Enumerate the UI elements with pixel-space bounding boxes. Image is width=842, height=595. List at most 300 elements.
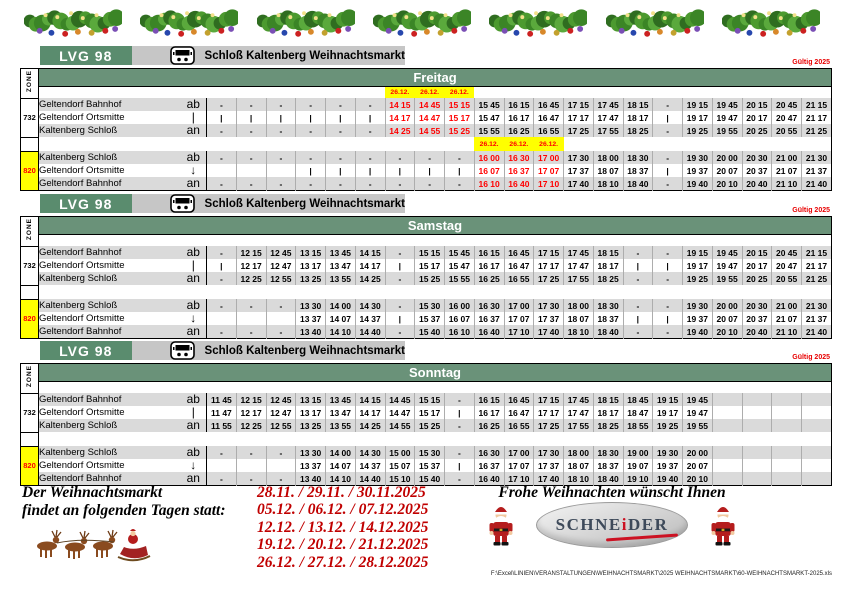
time-cell: 20 15 xyxy=(742,98,772,111)
time-cell xyxy=(207,312,237,325)
time-cell: 15 30 xyxy=(415,446,445,459)
garland-icon xyxy=(606,8,704,38)
time-cell: 17 30 xyxy=(564,151,594,164)
zone-column-header: ZONE xyxy=(21,217,39,247)
time-cell xyxy=(742,419,772,432)
time-cell: 18 55 xyxy=(623,419,653,432)
stop-name: Kaltenberg Schloß xyxy=(39,447,118,458)
time-cell: 13 30 xyxy=(296,446,326,459)
route-header xyxy=(20,194,832,216)
time-cell: 15 15 xyxy=(415,246,445,259)
date-flag xyxy=(266,285,296,299)
date-flag xyxy=(355,235,385,247)
time-cell: 18 30 xyxy=(593,299,623,312)
time-cell: - xyxy=(236,446,266,459)
date-flag xyxy=(802,382,832,394)
stop-symbol: ↓ xyxy=(181,164,207,177)
time-cell: 19 17 xyxy=(683,259,713,272)
time-cell: 15 47 xyxy=(474,111,504,124)
date-flag xyxy=(236,235,266,247)
time-cell: 16 30 xyxy=(474,299,504,312)
stop-name: Geltendorf Bahnhof xyxy=(39,247,122,258)
time-cell: - xyxy=(445,151,475,164)
date-flag xyxy=(742,432,772,446)
date-flag xyxy=(772,87,802,99)
time-cell: 20 10 xyxy=(712,325,742,339)
time-cell: - xyxy=(385,246,415,259)
greeting-text: Frohe Weihnachten wünscht Ihnen xyxy=(498,484,726,501)
timetable-section-samstag xyxy=(20,194,832,339)
date-flag: 26.12. xyxy=(445,87,475,99)
date-flag xyxy=(266,235,296,247)
time-cell: 21 17 xyxy=(802,111,832,124)
time-cell: 12 47 xyxy=(266,406,296,419)
stop-name: Kaltenberg Schloß xyxy=(39,300,118,311)
time-cell: - xyxy=(415,151,445,164)
zone-number: 732 xyxy=(21,98,39,137)
date-line: 28.11. / 29.11. / 30.11.2025 xyxy=(257,484,426,501)
time-cell: - xyxy=(445,419,475,432)
time-cell: 21 40 xyxy=(802,177,832,191)
time-cell: 20 37 xyxy=(742,312,772,325)
time-cell: 18 17 xyxy=(623,111,653,124)
timetable-row xyxy=(21,259,832,272)
time-cell: 14 17 xyxy=(385,111,415,124)
time-cell: 17 15 xyxy=(534,246,564,259)
time-cell: | xyxy=(355,111,385,124)
time-cell: 15 37 xyxy=(415,312,445,325)
time-cell: 17 00 xyxy=(504,446,534,459)
timetable-row xyxy=(21,459,832,472)
time-cell: 21 07 xyxy=(772,312,802,325)
time-cell: 16 10 xyxy=(474,177,504,191)
time-cell: - xyxy=(623,246,653,259)
time-cell: 14 17 xyxy=(355,406,385,419)
zone-spacer xyxy=(21,285,39,299)
time-cell: - xyxy=(207,325,237,339)
valid-label: Gültig 2025 xyxy=(792,207,830,214)
time-cell: 16 47 xyxy=(504,259,534,272)
time-cell: 17 55 xyxy=(564,272,594,285)
time-cell: - xyxy=(266,151,296,164)
time-cell: 14 25 xyxy=(355,272,385,285)
time-cell: - xyxy=(653,246,683,259)
time-cell: - xyxy=(266,177,296,191)
time-cell: 17 47 xyxy=(564,406,594,419)
intro-line: findet an folgenden Tagen statt: xyxy=(22,501,226,519)
garland-icon xyxy=(489,8,587,38)
date-flag xyxy=(802,137,832,151)
time-cell: 19 15 xyxy=(653,393,683,406)
stop-name: Geltendorf Ortsmitte xyxy=(39,313,125,324)
date-flag xyxy=(593,235,623,247)
route-band xyxy=(40,46,405,65)
stop-symbol: an xyxy=(181,124,207,137)
time-cell: 16 15 xyxy=(504,98,534,111)
date-flag xyxy=(802,432,832,446)
time-cell xyxy=(712,406,742,419)
time-cell: 14 25 xyxy=(385,124,415,137)
date-flag xyxy=(564,87,594,99)
date-flag xyxy=(504,235,534,247)
time-cell: 15 15 xyxy=(445,98,475,111)
time-cell: 18 47 xyxy=(623,406,653,419)
time-cell: 13 55 xyxy=(326,419,356,432)
time-cell: 13 37 xyxy=(296,459,326,472)
stop-symbol: an xyxy=(181,177,207,191)
timetable-freitag xyxy=(20,68,832,191)
time-cell: 18 10 xyxy=(564,325,594,339)
time-cell: 20 37 xyxy=(742,164,772,177)
time-cell: 18 07 xyxy=(564,459,594,472)
time-cell: - xyxy=(385,177,415,191)
date-flag xyxy=(296,432,326,446)
date-flag xyxy=(355,285,385,299)
time-cell: - xyxy=(653,98,683,111)
time-cell: 14 40 xyxy=(355,325,385,339)
time-cell: 11 45 xyxy=(207,393,237,406)
date-flag xyxy=(385,382,415,394)
time-cell: 14 47 xyxy=(415,111,445,124)
date-flag xyxy=(474,285,504,299)
date-flag xyxy=(266,382,296,394)
time-cell: - xyxy=(236,299,266,312)
time-cell xyxy=(236,459,266,472)
date-flag xyxy=(683,432,713,446)
time-cell: 17 17 xyxy=(534,406,564,419)
time-cell: - xyxy=(236,124,266,137)
time-cell: 17 25 xyxy=(534,272,564,285)
time-cell: - xyxy=(355,98,385,111)
time-cell: 17 17 xyxy=(534,259,564,272)
stop-symbol: ab xyxy=(181,151,207,164)
stop-symbol: ab xyxy=(181,393,207,406)
date-flag xyxy=(355,137,385,151)
time-cell: 19 47 xyxy=(712,259,742,272)
time-cell xyxy=(772,406,802,419)
time-cell: 14 00 xyxy=(326,446,356,459)
time-cell: 21 15 xyxy=(802,98,832,111)
route-band xyxy=(40,194,405,213)
time-cell: 16 07 xyxy=(474,164,504,177)
time-cell: 14 00 xyxy=(326,299,356,312)
date-flag xyxy=(802,235,832,247)
date-flag xyxy=(326,235,356,247)
time-cell: - xyxy=(623,299,653,312)
time-cell: | xyxy=(623,312,653,325)
time-cell xyxy=(712,419,742,432)
time-cell xyxy=(712,459,742,472)
date-flag xyxy=(683,137,713,151)
time-cell: - xyxy=(445,446,475,459)
time-cell: 15 17 xyxy=(415,259,445,272)
garland-icon xyxy=(722,8,820,38)
time-cell: | xyxy=(207,259,237,272)
time-cell: - xyxy=(207,472,237,486)
date-flag xyxy=(474,235,504,247)
time-cell: 16 15 xyxy=(474,393,504,406)
time-cell: | xyxy=(326,111,356,124)
time-cell: 20 40 xyxy=(742,325,772,339)
time-cell: 19 45 xyxy=(683,393,713,406)
time-cell: 19 30 xyxy=(683,299,713,312)
zone-number: 820 xyxy=(21,151,39,191)
valid-label: Gültig 2025 xyxy=(792,59,830,66)
date-flag xyxy=(653,137,683,151)
stop-symbol: ab xyxy=(181,246,207,259)
time-cell: 14 10 xyxy=(326,325,356,339)
sponsor-logo-row xyxy=(486,502,738,548)
time-cell xyxy=(802,446,832,459)
date-flag xyxy=(266,432,296,446)
time-cell: 13 25 xyxy=(296,272,326,285)
time-cell: 18 40 xyxy=(593,472,623,486)
time-cell: - xyxy=(355,151,385,164)
time-cell: 14 15 xyxy=(355,393,385,406)
time-cell: 12 25 xyxy=(236,272,266,285)
time-cell: 19 40 xyxy=(683,325,713,339)
time-cell: | xyxy=(266,111,296,124)
time-cell: 21 10 xyxy=(772,177,802,191)
time-cell: 19 45 xyxy=(712,246,742,259)
time-cell: 15 37 xyxy=(415,459,445,472)
time-cell: 17 25 xyxy=(534,419,564,432)
zone-number: 732 xyxy=(21,246,39,285)
date-flag xyxy=(445,382,475,394)
time-cell: - xyxy=(385,325,415,339)
time-cell: 17 10 xyxy=(534,177,564,191)
stop-name: Geltendorf Bahnhof xyxy=(39,178,122,189)
timetable-row xyxy=(21,299,832,312)
time-cell: 15 15 xyxy=(415,393,445,406)
timetable-row xyxy=(21,151,832,164)
time-cell: 18 30 xyxy=(623,151,653,164)
date-flag xyxy=(355,382,385,394)
date-flag xyxy=(802,285,832,299)
time-cell: 17 07 xyxy=(504,312,534,325)
time-cell: 18 25 xyxy=(593,272,623,285)
time-cell: 16 15 xyxy=(474,246,504,259)
stop-name: Kaltenberg Schloß xyxy=(39,152,118,163)
time-cell: 17 10 xyxy=(504,325,534,339)
date-flag xyxy=(385,432,415,446)
time-cell: 18 40 xyxy=(593,325,623,339)
time-cell: 18 25 xyxy=(623,124,653,137)
time-cell: 15 47 xyxy=(445,259,475,272)
time-cell: 16 17 xyxy=(504,111,534,124)
time-cell: - xyxy=(653,124,683,137)
time-cell: 18 37 xyxy=(593,459,623,472)
time-cell xyxy=(266,459,296,472)
date-flag: 26.12. xyxy=(534,137,564,151)
time-cell: - xyxy=(326,151,356,164)
time-cell: 15 25 xyxy=(415,272,445,285)
time-cell: 16 40 xyxy=(474,325,504,339)
day-header: Freitag xyxy=(39,69,832,87)
date-flag xyxy=(445,432,475,446)
time-cell: 13 47 xyxy=(326,259,356,272)
date-flag xyxy=(326,285,356,299)
time-cell: 19 17 xyxy=(653,406,683,419)
time-cell: 15 17 xyxy=(445,111,475,124)
time-cell: 19 25 xyxy=(683,272,713,285)
timetable-row xyxy=(21,164,832,177)
stop-symbol: ab xyxy=(181,98,207,111)
time-cell: - xyxy=(207,177,237,191)
time-cell: - xyxy=(355,177,385,191)
date-flag xyxy=(564,382,594,394)
timetable-row xyxy=(21,98,832,111)
date-flag xyxy=(742,285,772,299)
time-cell: 12 17 xyxy=(236,259,266,272)
time-cell: 19 07 xyxy=(623,459,653,472)
garland-icon xyxy=(257,8,355,38)
time-cell: 20 17 xyxy=(742,259,772,272)
time-cell xyxy=(712,393,742,406)
time-cell: 16 37 xyxy=(474,459,504,472)
time-cell: | xyxy=(445,164,475,177)
time-cell: 13 30 xyxy=(296,299,326,312)
time-cell: 19 55 xyxy=(712,272,742,285)
date-flag xyxy=(266,137,296,151)
time-cell: 15 00 xyxy=(385,446,415,459)
time-cell xyxy=(802,393,832,406)
date-flag xyxy=(653,87,683,99)
time-cell: 21 40 xyxy=(802,325,832,339)
stop-symbol: | xyxy=(181,259,207,272)
date-flag xyxy=(207,87,237,99)
time-cell: 20 47 xyxy=(772,259,802,272)
time-cell: 17 45 xyxy=(564,393,594,406)
date-flag xyxy=(564,235,594,247)
route-badge: LVG 98 xyxy=(40,341,132,360)
stop-name: Kaltenberg Schloß xyxy=(39,420,118,431)
time-cell: 16 45 xyxy=(504,393,534,406)
route-header xyxy=(20,46,832,68)
date-flag xyxy=(326,432,356,446)
time-cell: 19 45 xyxy=(712,98,742,111)
time-cell: - xyxy=(653,151,683,164)
time-cell xyxy=(742,406,772,419)
time-cell: 17 55 xyxy=(593,124,623,137)
stop-symbol: an xyxy=(181,325,207,339)
time-cell: 18 10 xyxy=(564,472,594,486)
date-flag xyxy=(683,235,713,247)
time-cell: 14 07 xyxy=(326,312,356,325)
time-cell: 17 40 xyxy=(534,472,564,486)
time-cell: 20 17 xyxy=(742,111,772,124)
time-cell: 18 00 xyxy=(564,446,594,459)
time-cell: 19 15 xyxy=(683,98,713,111)
time-cell: - xyxy=(623,325,653,339)
time-cell: 20 40 xyxy=(742,177,772,191)
date-flag xyxy=(326,87,356,99)
date-flag xyxy=(415,285,445,299)
time-cell: 12 15 xyxy=(236,393,266,406)
date-flag xyxy=(683,87,713,99)
time-cell: 16 30 xyxy=(504,151,534,164)
time-cell xyxy=(802,406,832,419)
time-cell: 14 30 xyxy=(355,299,385,312)
time-cell: - xyxy=(296,177,326,191)
time-cell: 21 37 xyxy=(802,312,832,325)
stop-symbol: an xyxy=(181,272,207,285)
time-cell: - xyxy=(653,299,683,312)
time-cell: - xyxy=(236,472,266,486)
stop-symbol: | xyxy=(181,111,207,124)
date-flag xyxy=(742,137,772,151)
time-cell: 19 37 xyxy=(653,459,683,472)
time-cell: 21 25 xyxy=(802,124,832,137)
date-flag xyxy=(415,382,445,394)
time-cell: 14 47 xyxy=(385,406,415,419)
time-cell: 13 15 xyxy=(296,393,326,406)
timetable-row xyxy=(21,124,832,137)
date-flag xyxy=(534,235,564,247)
time-cell: 14 45 xyxy=(415,98,445,111)
time-cell: - xyxy=(445,393,475,406)
time-cell: - xyxy=(355,124,385,137)
time-cell: 15 40 xyxy=(415,325,445,339)
date-flag xyxy=(712,137,742,151)
time-cell: | xyxy=(445,406,475,419)
timetable-row xyxy=(21,325,832,339)
time-cell: 16 25 xyxy=(474,272,504,285)
time-cell xyxy=(802,419,832,432)
time-cell: - xyxy=(266,325,296,339)
time-cell: 11 55 xyxy=(207,419,237,432)
timetable-section-freitag xyxy=(20,46,832,191)
time-cell: - xyxy=(326,98,356,111)
time-cell: 19 40 xyxy=(653,472,683,486)
date-flag xyxy=(326,382,356,394)
time-cell: | xyxy=(385,164,415,177)
date-flag xyxy=(236,285,266,299)
time-cell: 15 55 xyxy=(474,124,504,137)
time-cell: 13 37 xyxy=(296,312,326,325)
time-cell: 20 45 xyxy=(772,246,802,259)
date-flag xyxy=(593,285,623,299)
time-cell: - xyxy=(266,299,296,312)
date-flag xyxy=(415,432,445,446)
stop-name: Geltendorf Bahnhof xyxy=(39,473,122,484)
date-flag xyxy=(653,285,683,299)
timetable-row xyxy=(21,446,832,459)
date-flag xyxy=(445,235,475,247)
stop-name: Geltendorf Ortsmitte xyxy=(39,460,125,471)
stop-name: Geltendorf Ortsmitte xyxy=(39,165,125,176)
date-flag xyxy=(445,285,475,299)
time-cell: 21 30 xyxy=(802,151,832,164)
time-cell: 12 55 xyxy=(266,272,296,285)
time-cell: 14 15 xyxy=(385,98,415,111)
time-cell: 16 37 xyxy=(474,312,504,325)
date-flag xyxy=(355,87,385,99)
time-cell: 15 55 xyxy=(445,272,475,285)
time-cell: 20 07 xyxy=(712,164,742,177)
time-cell: 21 00 xyxy=(772,151,802,164)
time-cell: 18 07 xyxy=(593,164,623,177)
time-cell: 18 40 xyxy=(623,177,653,191)
time-cell: 16 45 xyxy=(534,98,564,111)
time-cell: 19 40 xyxy=(683,177,713,191)
date-flag xyxy=(712,432,742,446)
date-flag xyxy=(385,137,415,151)
timetable-row xyxy=(21,406,832,419)
time-cell: 17 45 xyxy=(593,98,623,111)
time-cell: - xyxy=(207,98,237,111)
time-cell: - xyxy=(385,151,415,164)
